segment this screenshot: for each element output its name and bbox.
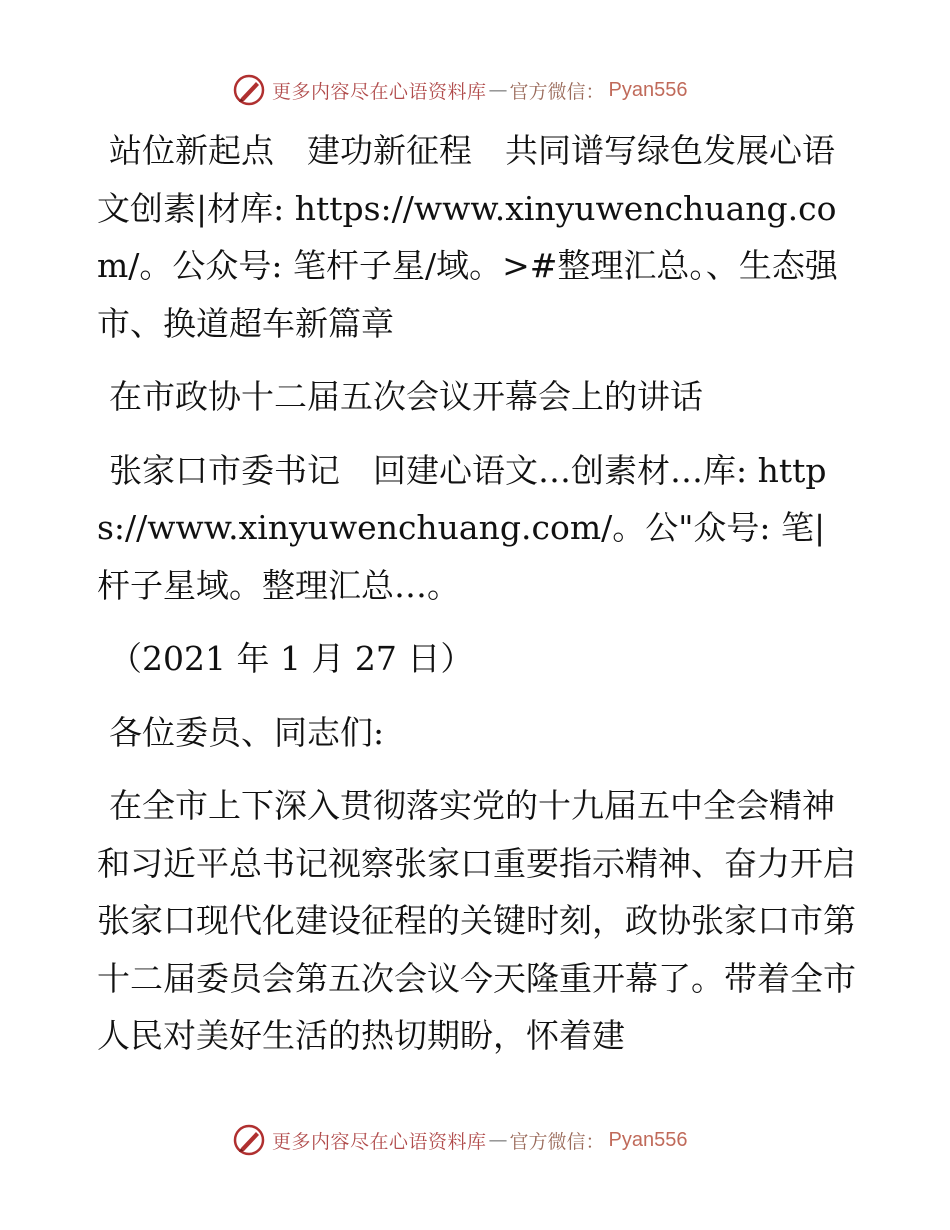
document-heading: 站位新起点 建功新征程 共同谱写绿色发展心语文创素|材库: https://www.xinyuwenchuang.com/。公众号: 笔杆子星/域。>#整理汇总。、生态强市、换道超车新篇章 [97, 131, 838, 343]
banner-text: 更多内容尽在心语资料库 [272, 1130, 487, 1153]
banner-wechat-id: Pyan556 [608, 1128, 688, 1151]
footer-banner [232, 1122, 688, 1158]
document-author: 张家口市委书记 回建心语文…创素材…库: https://www.xinyuwenchuang.com/。公"众号: 笔|杆子星域。整理汇总…。 [97, 450, 827, 605]
document-body: 在全市上下深入贯彻落实党的十九届五中全会精神和习近平总书记视察张家口重要指示精神、奋力开启张家口现代化建设征程的关键时刻，政协张家口市第十二届委员会第五次会议今天隆重开幕了。带着全市人民对美好生活的热切期盼，怀着建 [97, 786, 856, 1055]
banner-text: 更多内容尽在心语资料库 [272, 80, 487, 103]
header-banner [232, 72, 688, 108]
document-salutation: 各位委员、同志们: [109, 712, 385, 752]
banner-wechat-id: Pyan556 [608, 78, 688, 101]
pen-logo-icon [232, 1123, 266, 1157]
banner-wechat-label: 官方微信： [509, 80, 605, 103]
banner-separator: — [488, 79, 508, 101]
banner-separator: — [488, 1129, 508, 1151]
document-content [97, 122, 857, 1065]
banner-wechat-label: 官方微信： [509, 1130, 605, 1153]
document-subtitle: 在市政协十二届五次会议开幕会上的讲话 [109, 377, 703, 416]
pen-logo-icon [232, 73, 266, 107]
document-date: （2021 年 1 月 27 日） [109, 639, 474, 678]
